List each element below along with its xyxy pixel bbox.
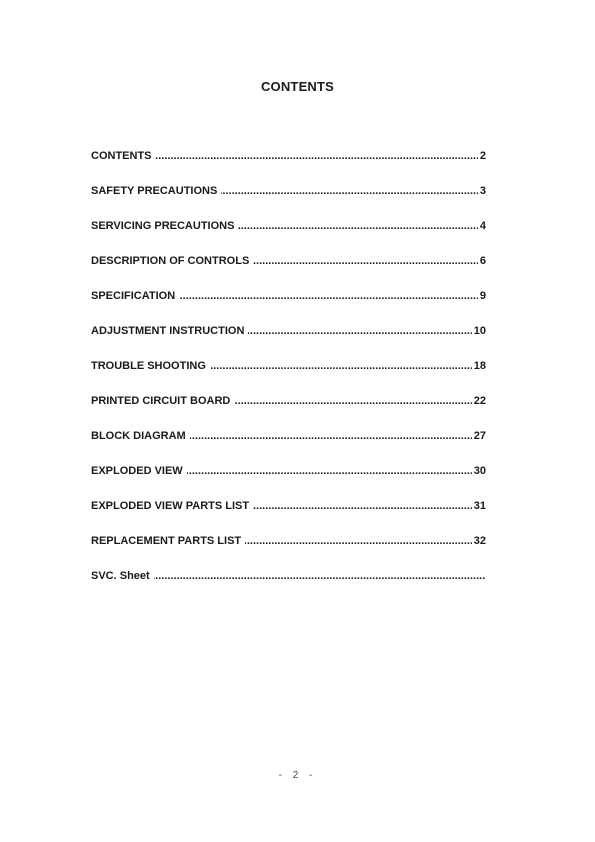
toc-entry <box>91 325 486 360</box>
page-number: - 2 - <box>278 770 317 781</box>
toc-entry-label: PRINTED CIRCUIT BOARD <box>91 395 234 407</box>
toc-entry-page: 2 <box>479 150 486 162</box>
toc-entry-label: SERVICING PRECAUTIONS <box>91 220 238 232</box>
toc-entry <box>91 500 486 535</box>
toc-entry-label: TROUBLE SHOOTING <box>91 360 210 372</box>
toc-entry <box>91 535 486 570</box>
toc-entry <box>91 290 486 325</box>
toc-entry <box>91 395 486 430</box>
toc-entry-label: REPLACEMENT PARTS LIST <box>91 535 245 547</box>
toc-entry-page: 6 <box>479 255 486 267</box>
toc-entry-page: 31 <box>473 500 486 512</box>
toc-entry <box>91 570 486 605</box>
toc-entry-page: 9 <box>479 290 486 302</box>
toc-entry <box>91 150 486 185</box>
toc-entry-label: BLOCK DIAGRAM <box>91 430 190 442</box>
page-title: CONTENTS <box>260 79 335 94</box>
toc-entry-label: ADJUSTMENT INSTRUCTION <box>91 325 248 337</box>
toc-entry-page: 4 <box>479 220 486 232</box>
toc-entry <box>91 465 486 500</box>
table-of-contents <box>91 150 486 605</box>
toc-entry-label: EXPLODED VIEW PARTS LIST <box>91 500 253 512</box>
toc-entry-page: 3 <box>479 185 486 197</box>
toc-entry-label: EXPLODED VIEW <box>91 465 187 477</box>
toc-entry-page: 27 <box>473 430 486 442</box>
toc-entry-page: 32 <box>473 535 486 547</box>
toc-entry <box>91 220 486 255</box>
toc-entry-label: SPECIFICATION <box>91 290 179 302</box>
toc-entry-page: 30 <box>473 465 486 477</box>
toc-entry-label: DESCRIPTION OF CONTROLS <box>91 255 253 267</box>
toc-entry <box>91 185 486 220</box>
toc-entry-label: CONTENTS <box>91 150 156 162</box>
toc-entry <box>91 255 486 290</box>
toc-entry-page: 10 <box>473 325 486 337</box>
toc-entry-page: 22 <box>473 395 486 407</box>
toc-entry-label: SVC. Sheet <box>91 570 154 582</box>
toc-entry-page: 18 <box>473 360 486 372</box>
toc-entry <box>91 430 486 465</box>
toc-entry <box>91 360 486 395</box>
toc-entry-label: SAFETY PRECAUTIONS <box>91 185 221 197</box>
